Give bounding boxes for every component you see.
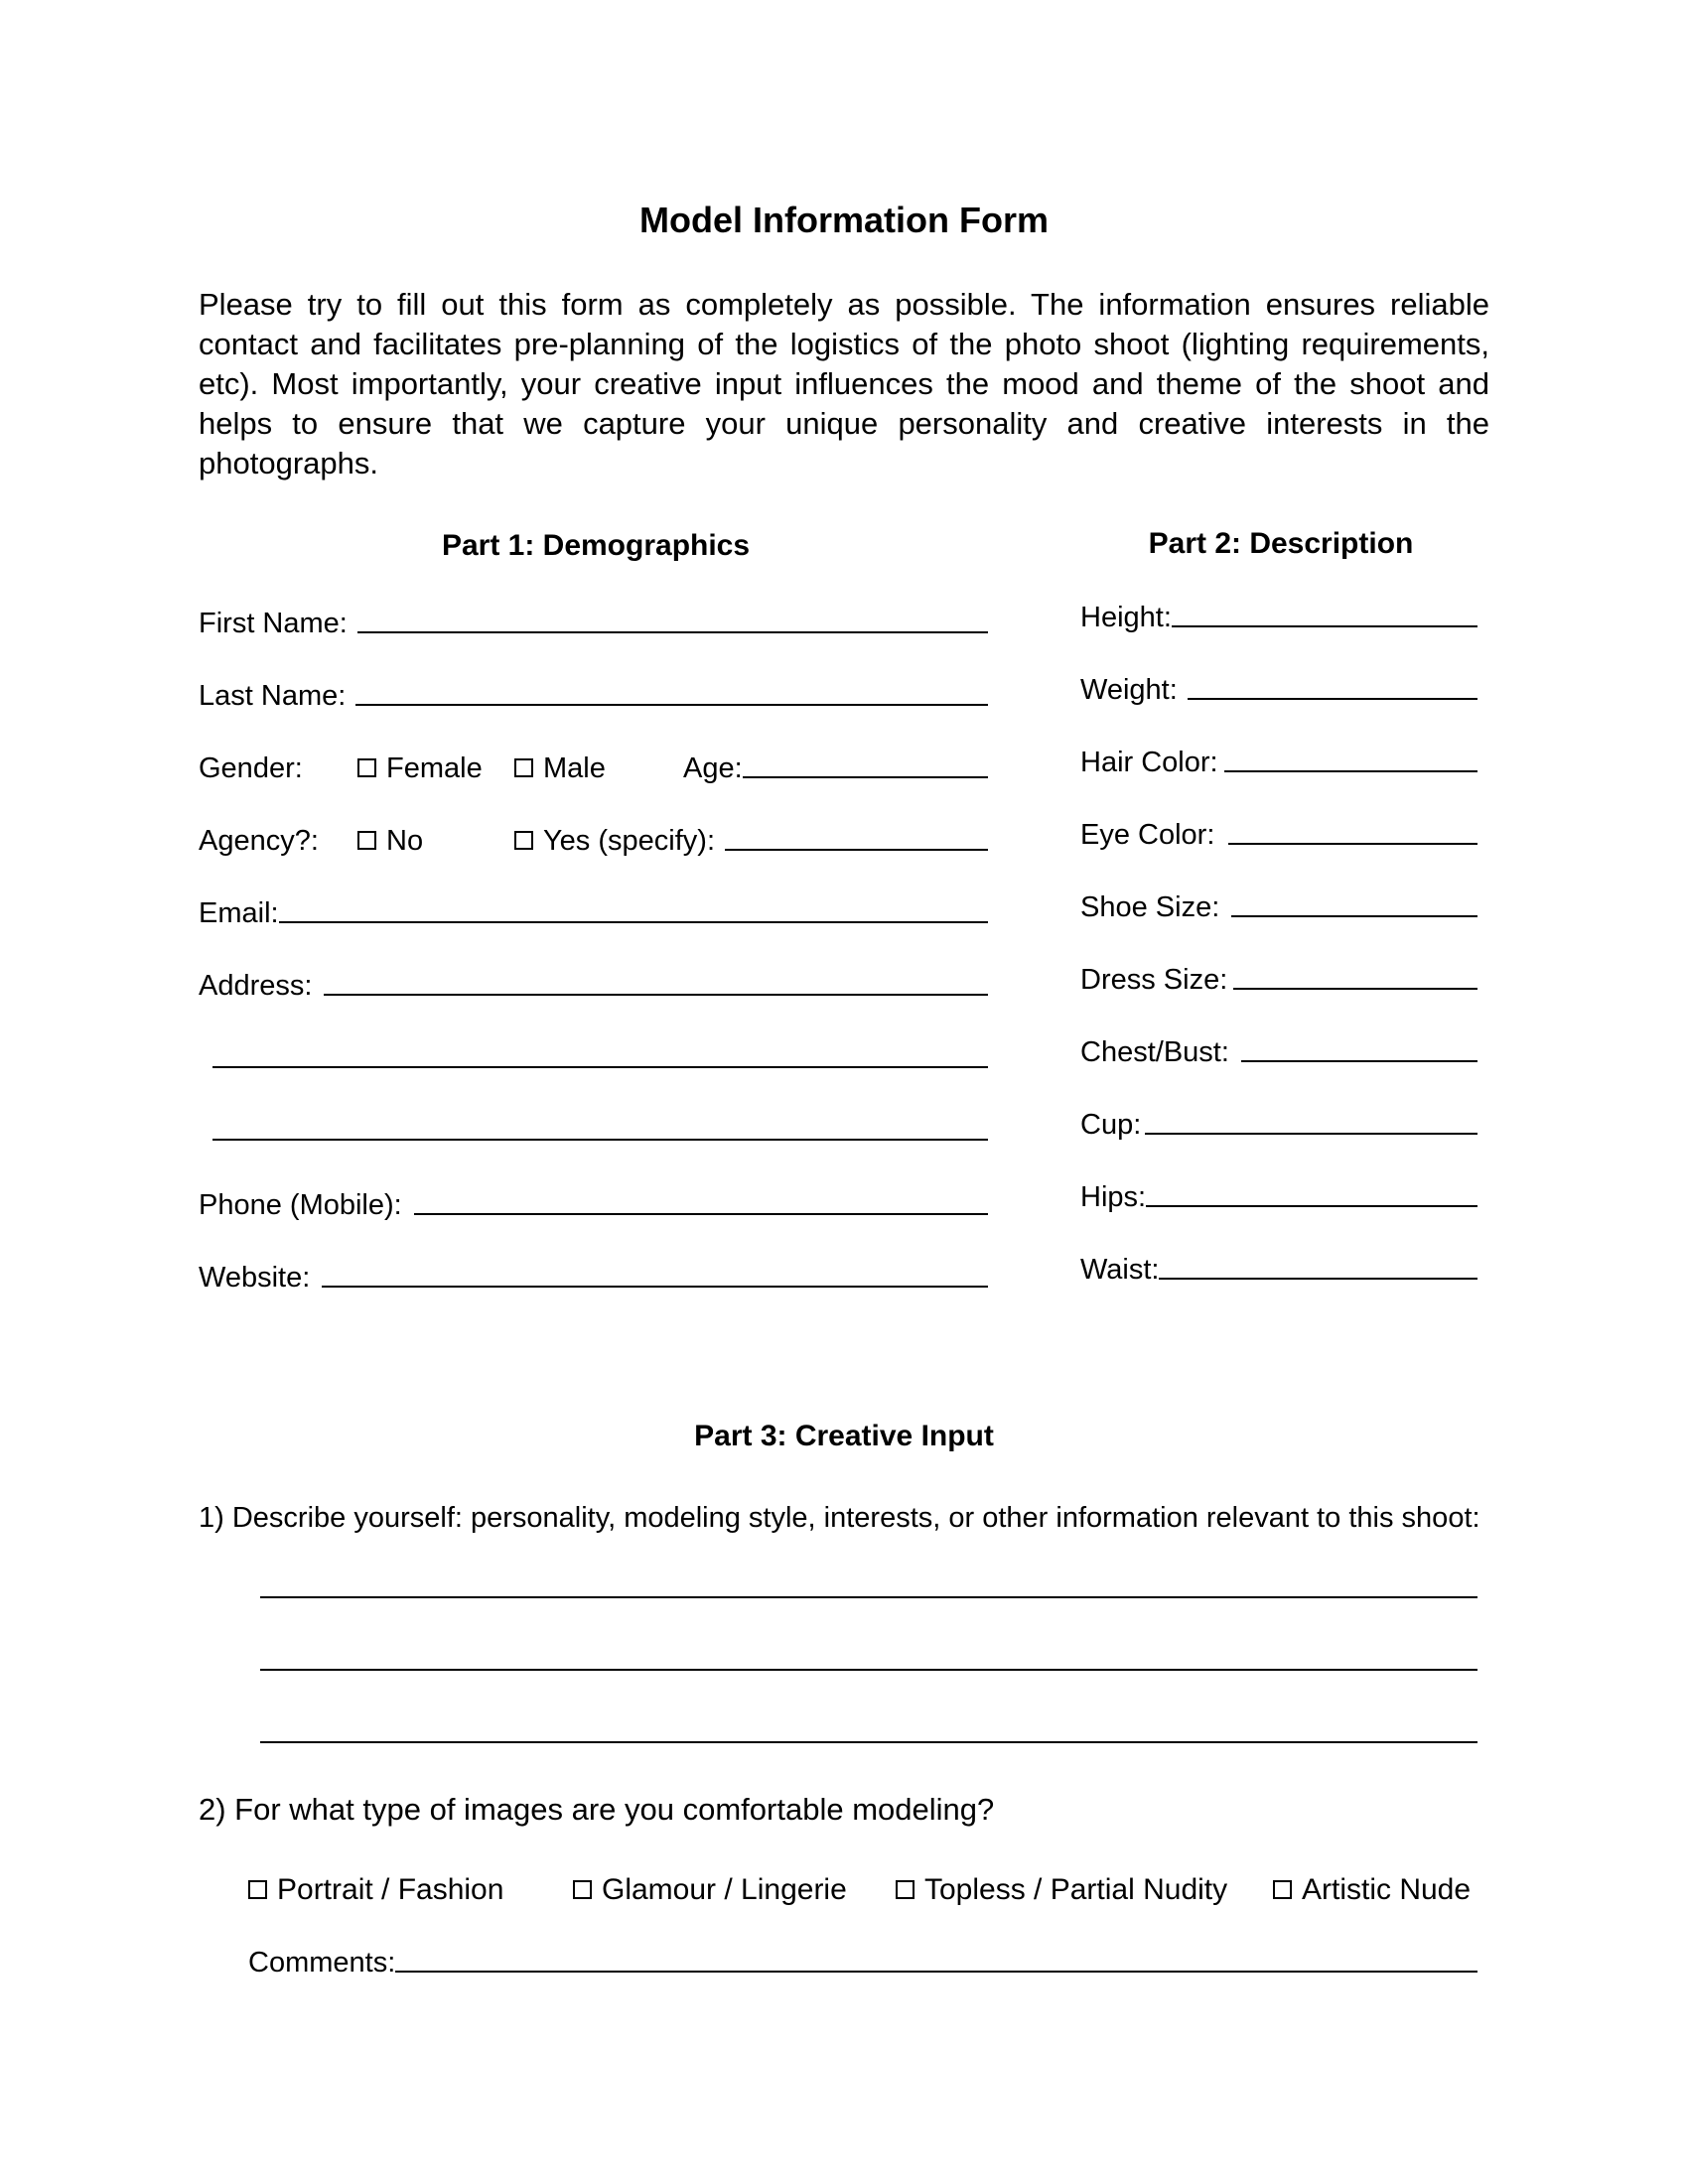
height-row (1080, 596, 1477, 635)
address-label: Address: (199, 970, 313, 1002)
height-label: Height: (1080, 602, 1172, 633)
email-field[interactable] (279, 921, 988, 923)
address-field-line3[interactable] (212, 1139, 988, 1141)
dress-size-label: Dress Size: (1080, 964, 1228, 996)
female-checkbox[interactable] (357, 758, 376, 777)
intro-paragraph: Please try to fill out this form as completely as possible. The information ensures reliable contact and facilitates pre-planning of the logistics of the photo shoot (lighting requirements, etc). Most importantly, your creative input influences the mood and theme of the shoot and helps to ensure that we capture your unique personality and creative interests in the photographs. (199, 287, 1489, 480)
artistic-nude-label: Artistic Nude (1302, 1873, 1472, 1906)
portrait-fashion-label: Portrait / Fashion (277, 1873, 504, 1906)
dress-size-row (1080, 958, 1477, 998)
email-row (199, 891, 988, 931)
first-name-label: First Name: (199, 608, 348, 639)
chest-bust-field[interactable] (1241, 1060, 1477, 1062)
female-option[interactable] (357, 751, 514, 786)
q1-answer-row (260, 1639, 1477, 1679)
height-field[interactable] (1172, 625, 1477, 627)
part1-heading: Part 1: Demographics (441, 529, 751, 562)
first-name-row (199, 602, 988, 641)
waist-row (1080, 1248, 1477, 1288)
question-2: 2) For what type of images are you comfortable modeling? (199, 1792, 995, 1827)
q1-answer-row (260, 1711, 1477, 1751)
agency-no-checkbox[interactable] (357, 831, 376, 850)
comments-row (248, 1941, 1477, 1980)
hips-label: Hips: (1080, 1181, 1147, 1213)
hips-row (1080, 1175, 1477, 1215)
shoe-size-row (1080, 886, 1477, 925)
email-label: Email: (199, 897, 279, 929)
agency-yes-label: Yes (specify): (543, 825, 715, 857)
comments-label: Comments: (248, 1947, 396, 1979)
last-name-field[interactable] (355, 704, 988, 706)
last-name-label: Last Name: (199, 680, 347, 712)
q1-answer-line1[interactable] (260, 1596, 1477, 1598)
weight-label: Weight: (1080, 674, 1178, 706)
female-label: Female (386, 752, 483, 784)
dress-size-field[interactable] (1233, 988, 1477, 990)
first-name-field[interactable] (357, 631, 988, 633)
part3-heading: Part 3: Creative Input (694, 1420, 994, 1452)
age-field[interactable] (743, 776, 988, 778)
topless-partial-nudity-label: Topless / Partial Nudity (924, 1873, 1228, 1906)
weight-field[interactable] (1188, 698, 1477, 700)
hair-color-row (1080, 741, 1477, 780)
website-label: Website: (199, 1262, 311, 1294)
phone-field[interactable] (414, 1213, 988, 1215)
hips-field[interactable] (1146, 1205, 1477, 1207)
q1-answer-line3[interactable] (260, 1741, 1477, 1743)
agency-specify-field[interactable] (725, 849, 988, 851)
address-field-line2[interactable] (212, 1066, 988, 1068)
agency-row (199, 819, 988, 859)
cup-row (1080, 1103, 1477, 1143)
q1-answer-line2[interactable] (260, 1669, 1477, 1671)
eye-color-row (1080, 813, 1477, 853)
hair-color-label: Hair Color: (1080, 747, 1218, 778)
cup-label: Cup: (1080, 1109, 1142, 1141)
gender-label: Gender: (199, 752, 303, 784)
address-line2-row (212, 1036, 988, 1076)
glamour-lingerie-checkbox[interactable] (573, 1880, 592, 1899)
agency-label: Agency?: (199, 825, 319, 857)
agency-no-option[interactable] (357, 823, 514, 859)
hair-color-field[interactable] (1224, 770, 1477, 772)
topless-partial-nudity-checkbox[interactable] (896, 1880, 914, 1899)
part2-heading: Part 2: Description (1148, 527, 1414, 560)
address-line3-row (212, 1109, 988, 1149)
chest-bust-row (1080, 1030, 1477, 1070)
form-title: Model Information Form (639, 200, 1049, 240)
male-option[interactable] (514, 751, 683, 786)
age-label: Age: (683, 752, 743, 784)
agency-yes-option[interactable] (514, 823, 715, 859)
waist-field[interactable] (1159, 1278, 1477, 1280)
male-label: Male (543, 752, 606, 784)
image-type-options (248, 1868, 1489, 1908)
agency-yes-checkbox[interactable] (514, 831, 533, 850)
phone-row (199, 1183, 988, 1223)
weight-row (1080, 668, 1477, 708)
comments-field[interactable] (395, 1971, 1477, 1973)
chest-bust-label: Chest/Bust: (1080, 1036, 1229, 1068)
eye-color-field[interactable] (1228, 843, 1477, 845)
q1-answer-row (260, 1567, 1477, 1606)
agency-no-label: No (386, 825, 424, 857)
portrait-fashion-checkbox[interactable] (248, 1880, 267, 1899)
website-row (199, 1256, 988, 1296)
address-field-line1[interactable] (324, 994, 988, 996)
glamour-lingerie-label: Glamour / Lingerie (602, 1873, 847, 1906)
shoe-size-label: Shoe Size: (1080, 891, 1220, 923)
gender-row (199, 747, 988, 786)
cup-field[interactable] (1145, 1133, 1477, 1135)
male-checkbox[interactable] (514, 758, 533, 777)
artistic-nude-checkbox[interactable] (1273, 1880, 1292, 1899)
eye-color-label: Eye Color: (1080, 819, 1215, 851)
portrait-fashion-option[interactable] (248, 1872, 573, 1908)
glamour-lingerie-option[interactable] (573, 1872, 896, 1908)
phone-label: Phone (Mobile): (199, 1189, 402, 1221)
topless-partial-nudity-option[interactable] (896, 1872, 1273, 1908)
artistic-nude-option[interactable] (1273, 1872, 1471, 1908)
website-field[interactable] (322, 1286, 988, 1288)
address-row (199, 964, 988, 1004)
shoe-size-field[interactable] (1231, 915, 1477, 917)
question-1: 1) Describe yourself: personality, modeling style, interests, or other information relevant to this shoot: (199, 1502, 1480, 1534)
last-name-row (199, 674, 988, 714)
waist-label: Waist: (1080, 1254, 1160, 1286)
